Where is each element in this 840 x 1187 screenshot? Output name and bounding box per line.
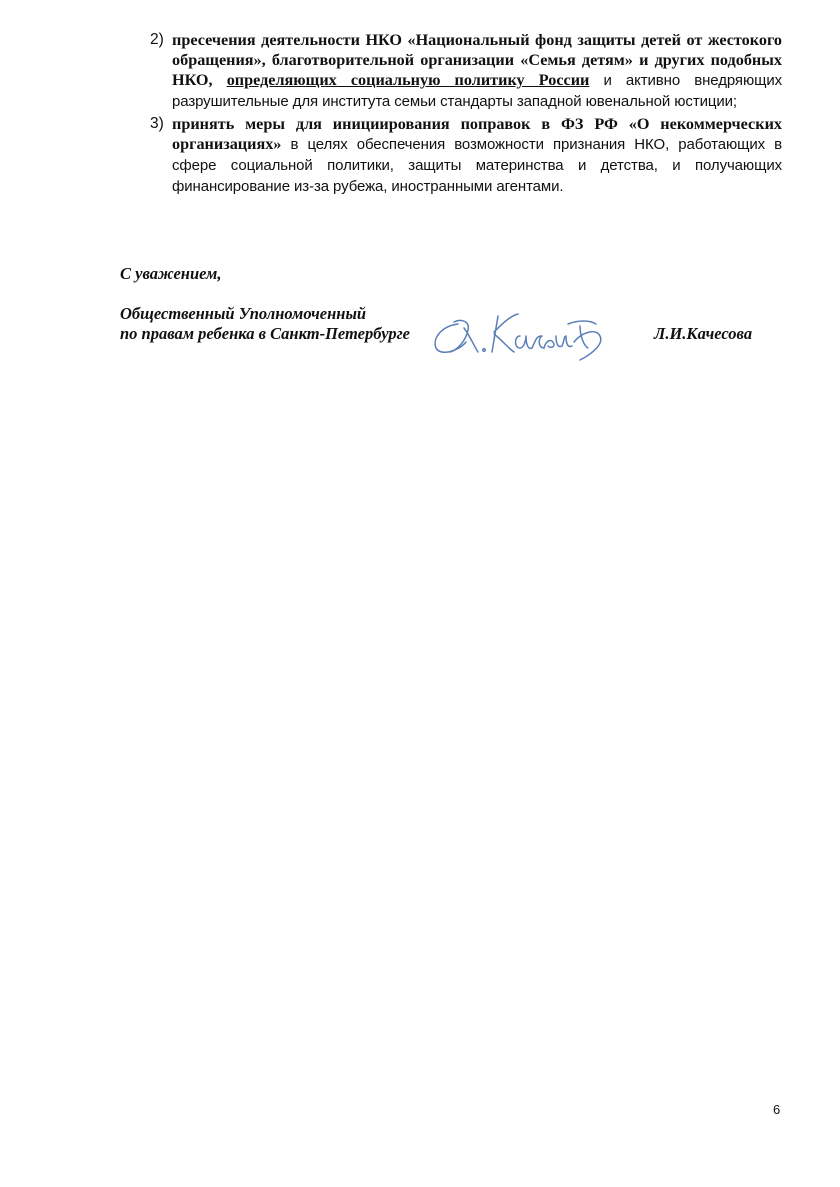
signatory-name: Л.И.Качесова — [654, 324, 753, 343]
list-item-underlined-text: определяющих социальную политику России — [226, 71, 590, 89]
list-item-regular-text: в целях обеспечения возможности признания НКО, работающих в сфере социальной политики, защиты материнства и детства, и получающих финансирование из-за рубежа, иностранными агентами. — [172, 136, 782, 195]
list-item-space — [213, 71, 227, 89]
list-item-regular-text: и активно внедряющих разрушительные для института семьи стандарты западной ювенальной юстиции; — [172, 72, 783, 110]
handwritten-signature — [428, 306, 618, 368]
closing-salutation: С уважением, — [120, 264, 222, 283]
list-item-bold-text: принять меры для инициирования поправок в ФЗ РФ «О некоммерческих организациях» — [172, 115, 782, 153]
list-item-bold-text: пресечения деятельности НКО «Национальный фонд защиты детей от жестокого обращения», благотворительной организации «Семья детям» и других подобных НКО, — [172, 31, 782, 89]
signature-strokes — [435, 314, 601, 360]
page-number: 6 — [773, 1102, 781, 1117]
request-list — [150, 30, 782, 197]
list-item — [150, 30, 782, 112]
list-item-number: 2) — [150, 31, 164, 48]
signatory-title-line2: по правам ребенка в Санкт-Петербурге — [120, 324, 410, 343]
list-item-number: 3) — [150, 115, 164, 132]
list-item — [150, 114, 782, 197]
signatory-title-line1: Общественный Уполномоченный — [120, 304, 367, 323]
